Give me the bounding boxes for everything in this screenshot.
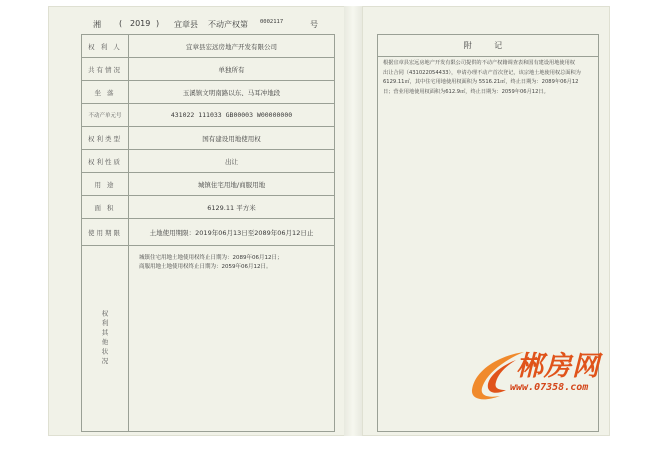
header-suffix: 号 <box>310 20 318 29</box>
table-row <box>82 104 335 127</box>
table-row <box>82 58 335 81</box>
other-status-line: 城镇住宅用地土地使用权终止日期为：2089年06月12日； <box>139 255 283 261</box>
annex-line: 根据宜章县宏远房地产开发有限公司提供的不动产权籍调查表和国有建设用地使用权 <box>383 60 575 66</box>
annex-text <box>383 59 595 97</box>
table-row <box>82 127 335 150</box>
annex-line: 6129.11㎡，其中住宅用地使用权面积为 5516.21㎡，终止日期为：2089年06月12 <box>383 79 579 85</box>
annex-title: 附 记 <box>378 35 598 57</box>
registration-table <box>81 34 335 432</box>
row-value-location: 玉溪镇文明南路以东、马耳冲地段 <box>129 81 335 104</box>
table-row <box>82 173 335 196</box>
watermark-brand: 郴房网 <box>516 351 600 382</box>
watermark-url: www.07358.com <box>510 382 589 393</box>
header-paren-close: ) <box>156 19 160 28</box>
site-watermark <box>466 344 616 406</box>
header-paren-open: ( <box>119 19 123 28</box>
header-county: 宜章县 <box>174 20 198 29</box>
row-value-usage: 城镇住宅用地/商服用地 <box>129 173 335 196</box>
annex-line: 日；营业用地使用权面积为612.9㎡，终止日期为：2059年06月12日。 <box>383 88 549 95</box>
row-label: 坐 落 <box>82 81 129 104</box>
row-label: 共有情况 <box>82 58 129 81</box>
header-prefix: 湘 <box>93 20 101 29</box>
table-row <box>82 219 335 246</box>
header-title: 不动产权第 <box>208 20 248 29</box>
row-value-co-ownership: 单独所有 <box>129 58 335 81</box>
row-value-term: 土地使用期限：2019年06月13日至2089年06月12日止 <box>129 219 335 246</box>
row-value-unit-number: 431022 111033 GB00003 W00000000 <box>129 104 335 127</box>
table-row <box>82 35 335 58</box>
row-value-area: 6129.11 平方米 <box>129 196 335 219</box>
row-label: 使用期限 <box>82 219 129 246</box>
header-number: 0002117 <box>260 19 284 25</box>
table-row <box>82 150 335 173</box>
row-label: 权利类型 <box>82 127 129 150</box>
row-label: 用 途 <box>82 173 129 196</box>
row-label-other-status: 权利其他状况 <box>82 246 129 432</box>
row-label: 权利性质 <box>82 150 129 173</box>
header-year: 2019 <box>130 19 151 28</box>
book-gutter <box>344 6 362 436</box>
row-value-right-nature: 出让 <box>129 150 335 173</box>
annex-line: 出让合同（431022054433），申请办理不动产首次登记，该宗地土地使用权总面积为 <box>383 69 581 76</box>
row-label: 权 利 人 <box>82 35 129 58</box>
table-row <box>82 196 335 219</box>
row-label: 不动产单元号 <box>82 104 129 127</box>
other-status-notes <box>129 246 335 432</box>
row-value-owner: 宜章县宏远房地产开发有限公司 <box>129 35 335 58</box>
table-row <box>82 81 335 104</box>
row-value-right-type: 国有建设用地使用权 <box>129 127 335 150</box>
table-row <box>82 246 335 432</box>
certificate-header <box>84 17 334 35</box>
row-label: 面 积 <box>82 196 129 219</box>
other-status-line: 商服用地土地使用权终止日期为：2059年06月12日。 <box>139 264 272 270</box>
